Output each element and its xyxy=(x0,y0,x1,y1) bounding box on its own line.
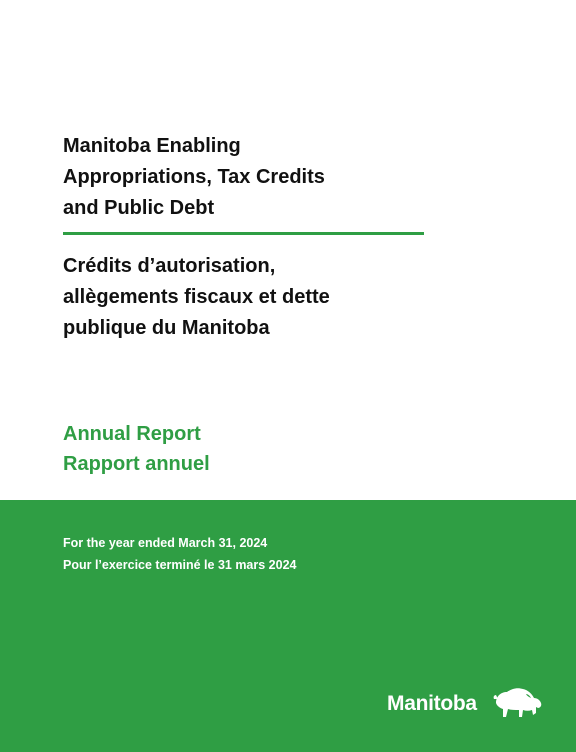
logo-wordmark: Manitoba xyxy=(387,692,477,715)
cover-band xyxy=(0,500,576,752)
reporting-period-english: For the year ended March 31, 2024 xyxy=(63,536,268,550)
title-english-line: and Public Debt xyxy=(63,197,215,219)
title-divider xyxy=(63,232,424,235)
title-french-line: Crédits d’autorisation, xyxy=(63,255,276,277)
reporting-period xyxy=(63,532,463,576)
report-type-french: Rapport annuel xyxy=(63,453,210,475)
title-english-line: Manitoba Enabling xyxy=(63,135,241,157)
bison-icon xyxy=(492,685,544,721)
manitoba-logo xyxy=(387,685,547,725)
reporting-period-french: Pour l’exercice terminé le 31 mars 2024 xyxy=(63,558,297,572)
title-english-line: Appropriations, Tax Credits xyxy=(63,166,325,188)
report-type-english: Annual Report xyxy=(63,423,201,445)
title-english xyxy=(63,131,443,224)
report-type xyxy=(63,419,363,479)
title-french xyxy=(63,251,443,344)
title-french-line: publique du Manitoba xyxy=(63,317,270,339)
title-french-line: allègements fiscaux et dette xyxy=(63,286,330,308)
